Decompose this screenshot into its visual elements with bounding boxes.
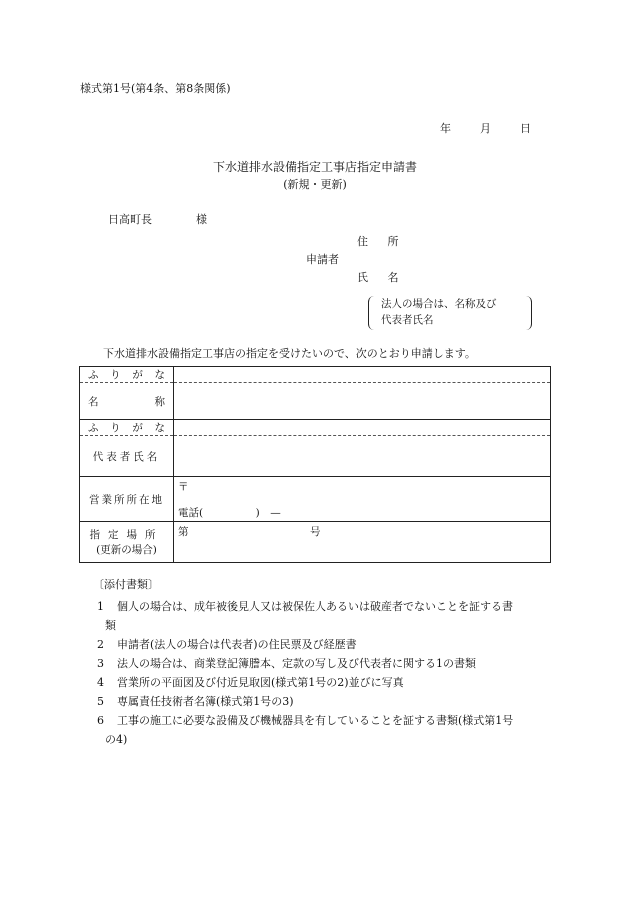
date-line: [440, 120, 531, 136]
attachment-item: 1 個人の場合は、成年被後見人又は被保佐人あるいは破産者でないことを証する書: [97, 600, 513, 613]
corporation-note: [368, 296, 532, 330]
form-number: 様式第1号(第4条、第8条関係): [80, 82, 231, 95]
name-label: 氏 名: [357, 271, 407, 284]
phone-field: 電話( ) —: [178, 507, 281, 519]
date-day: 日: [520, 122, 531, 135]
office-location-field[interactable]: [174, 477, 551, 522]
number-prefix: 第: [178, 526, 189, 538]
attachment-item-continued: 類: [105, 619, 116, 632]
addressee: [108, 211, 207, 227]
attachment-item: 4 営業所の平面図及び付近見取図(様式第1号の2)並びに写真: [97, 676, 404, 689]
attachments-list: [97, 597, 552, 749]
application-table: [79, 366, 551, 563]
postal-mark: 〒: [178, 481, 189, 493]
designated-place-label: 指定場所 (更新の場合): [80, 522, 174, 563]
date-month: 月: [480, 122, 491, 135]
document-title: 下水道排水設備指定工事店指定申請書: [212, 160, 417, 174]
attachment-item-continued: の4): [105, 733, 128, 746]
furigana-field[interactable]: [174, 367, 551, 383]
company-name-label: 名 称: [80, 383, 174, 420]
attachment-item: 5 専属責任技術者名簿(様式第1号の3): [97, 695, 294, 708]
addressee-honorific: 様: [196, 213, 207, 226]
attachments-heading: 〔添付書類〕: [93, 578, 159, 591]
rep-furigana-field[interactable]: [174, 420, 551, 436]
addressee-name: 日高町長: [108, 213, 152, 226]
rep-furigana-label: ふ り が な: [80, 420, 174, 436]
office-location-label: 営業所所在地: [80, 477, 174, 522]
document-subtitle: (新規・更新): [283, 178, 347, 191]
furigana-label: ふ り が な: [80, 367, 174, 383]
rep-name-label: 代表者氏名: [80, 436, 174, 477]
attachment-item: 2 申請者(法人の場合は代表者)の住民票及び経歴書: [97, 638, 357, 651]
date-year: 年: [440, 122, 451, 135]
attachment-item: 3 法人の場合は、商業登記簿謄本、定款の写し及び代表者に関する1の書類: [97, 657, 476, 670]
applicant-label: 申請者: [306, 253, 339, 266]
address-label: 住 所: [357, 235, 407, 248]
rep-name-field[interactable]: [174, 436, 551, 477]
company-name-field[interactable]: [174, 383, 551, 420]
designated-number-field[interactable]: [174, 522, 551, 563]
corporation-note-line2: 代表者氏名: [381, 314, 434, 326]
number-suffix: 号: [310, 526, 321, 538]
intro-text: 下水道排水設備指定工事店の指定を受けたいので、次のとおり申請します。: [103, 347, 476, 360]
corporation-note-line1: 法人の場合は、名称及び: [381, 298, 497, 310]
attachment-item: 6 工事の施工に必要な設備及び機械器具を有していることを証する書類(様式第1号: [97, 714, 514, 727]
